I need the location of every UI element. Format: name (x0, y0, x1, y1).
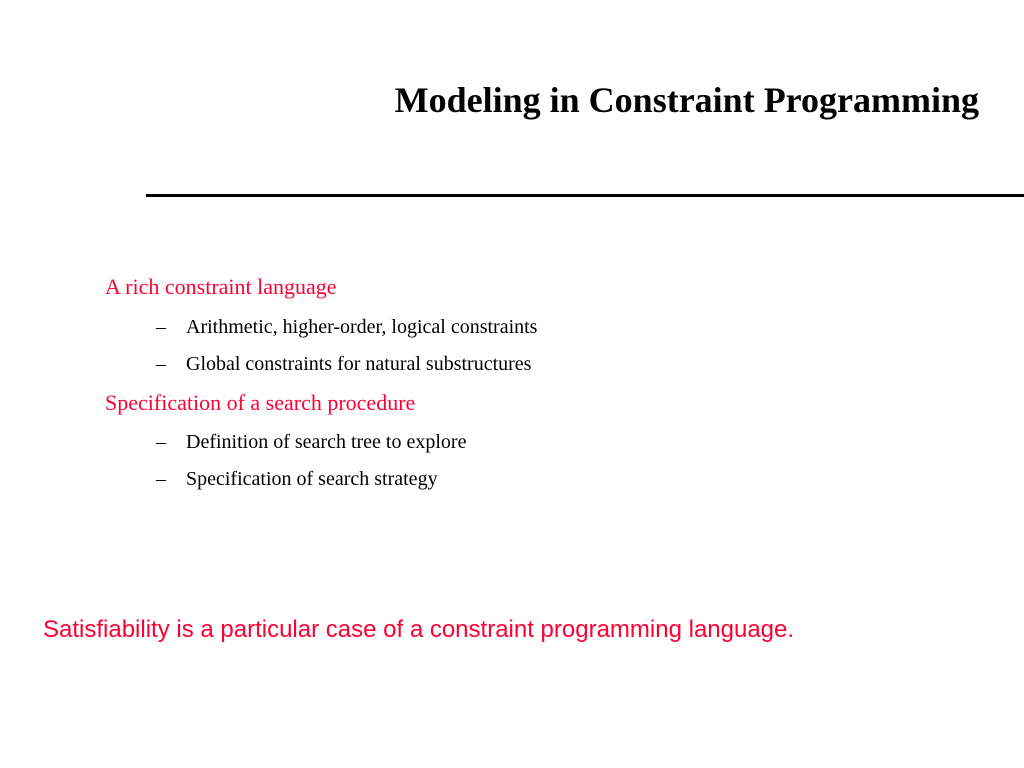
sub-bullet-text: Global constraints for natural substructures (186, 353, 532, 375)
sub-bullet-text: Specification of search strategy (186, 468, 438, 490)
sub-bullet-search-strategy (156, 465, 438, 493)
bullet-search-procedure: Specification of a search procedure (105, 390, 416, 415)
sub-bullet-text: Definition of search tree to explore (186, 431, 467, 453)
sub-bullet-search-tree (156, 428, 466, 456)
dash-marker: – (156, 353, 166, 375)
sub-bullet-global-constraints (156, 350, 531, 378)
dash-marker: – (156, 431, 166, 453)
sub-bullet-text: Arithmetic, higher-order, logical constraints (186, 316, 538, 338)
slide-title: Modeling in Constraint Programming (394, 80, 979, 120)
title-divider (146, 194, 1024, 197)
dash-marker: – (156, 316, 166, 338)
sub-bullet-arithmetic (156, 313, 537, 341)
dash-marker: – (156, 468, 166, 490)
bullet-rich-constraint-language: A rich constraint language (105, 274, 337, 299)
satisfiability-note: Satisfiability is a particular case of a constraint programming language. (43, 616, 795, 643)
